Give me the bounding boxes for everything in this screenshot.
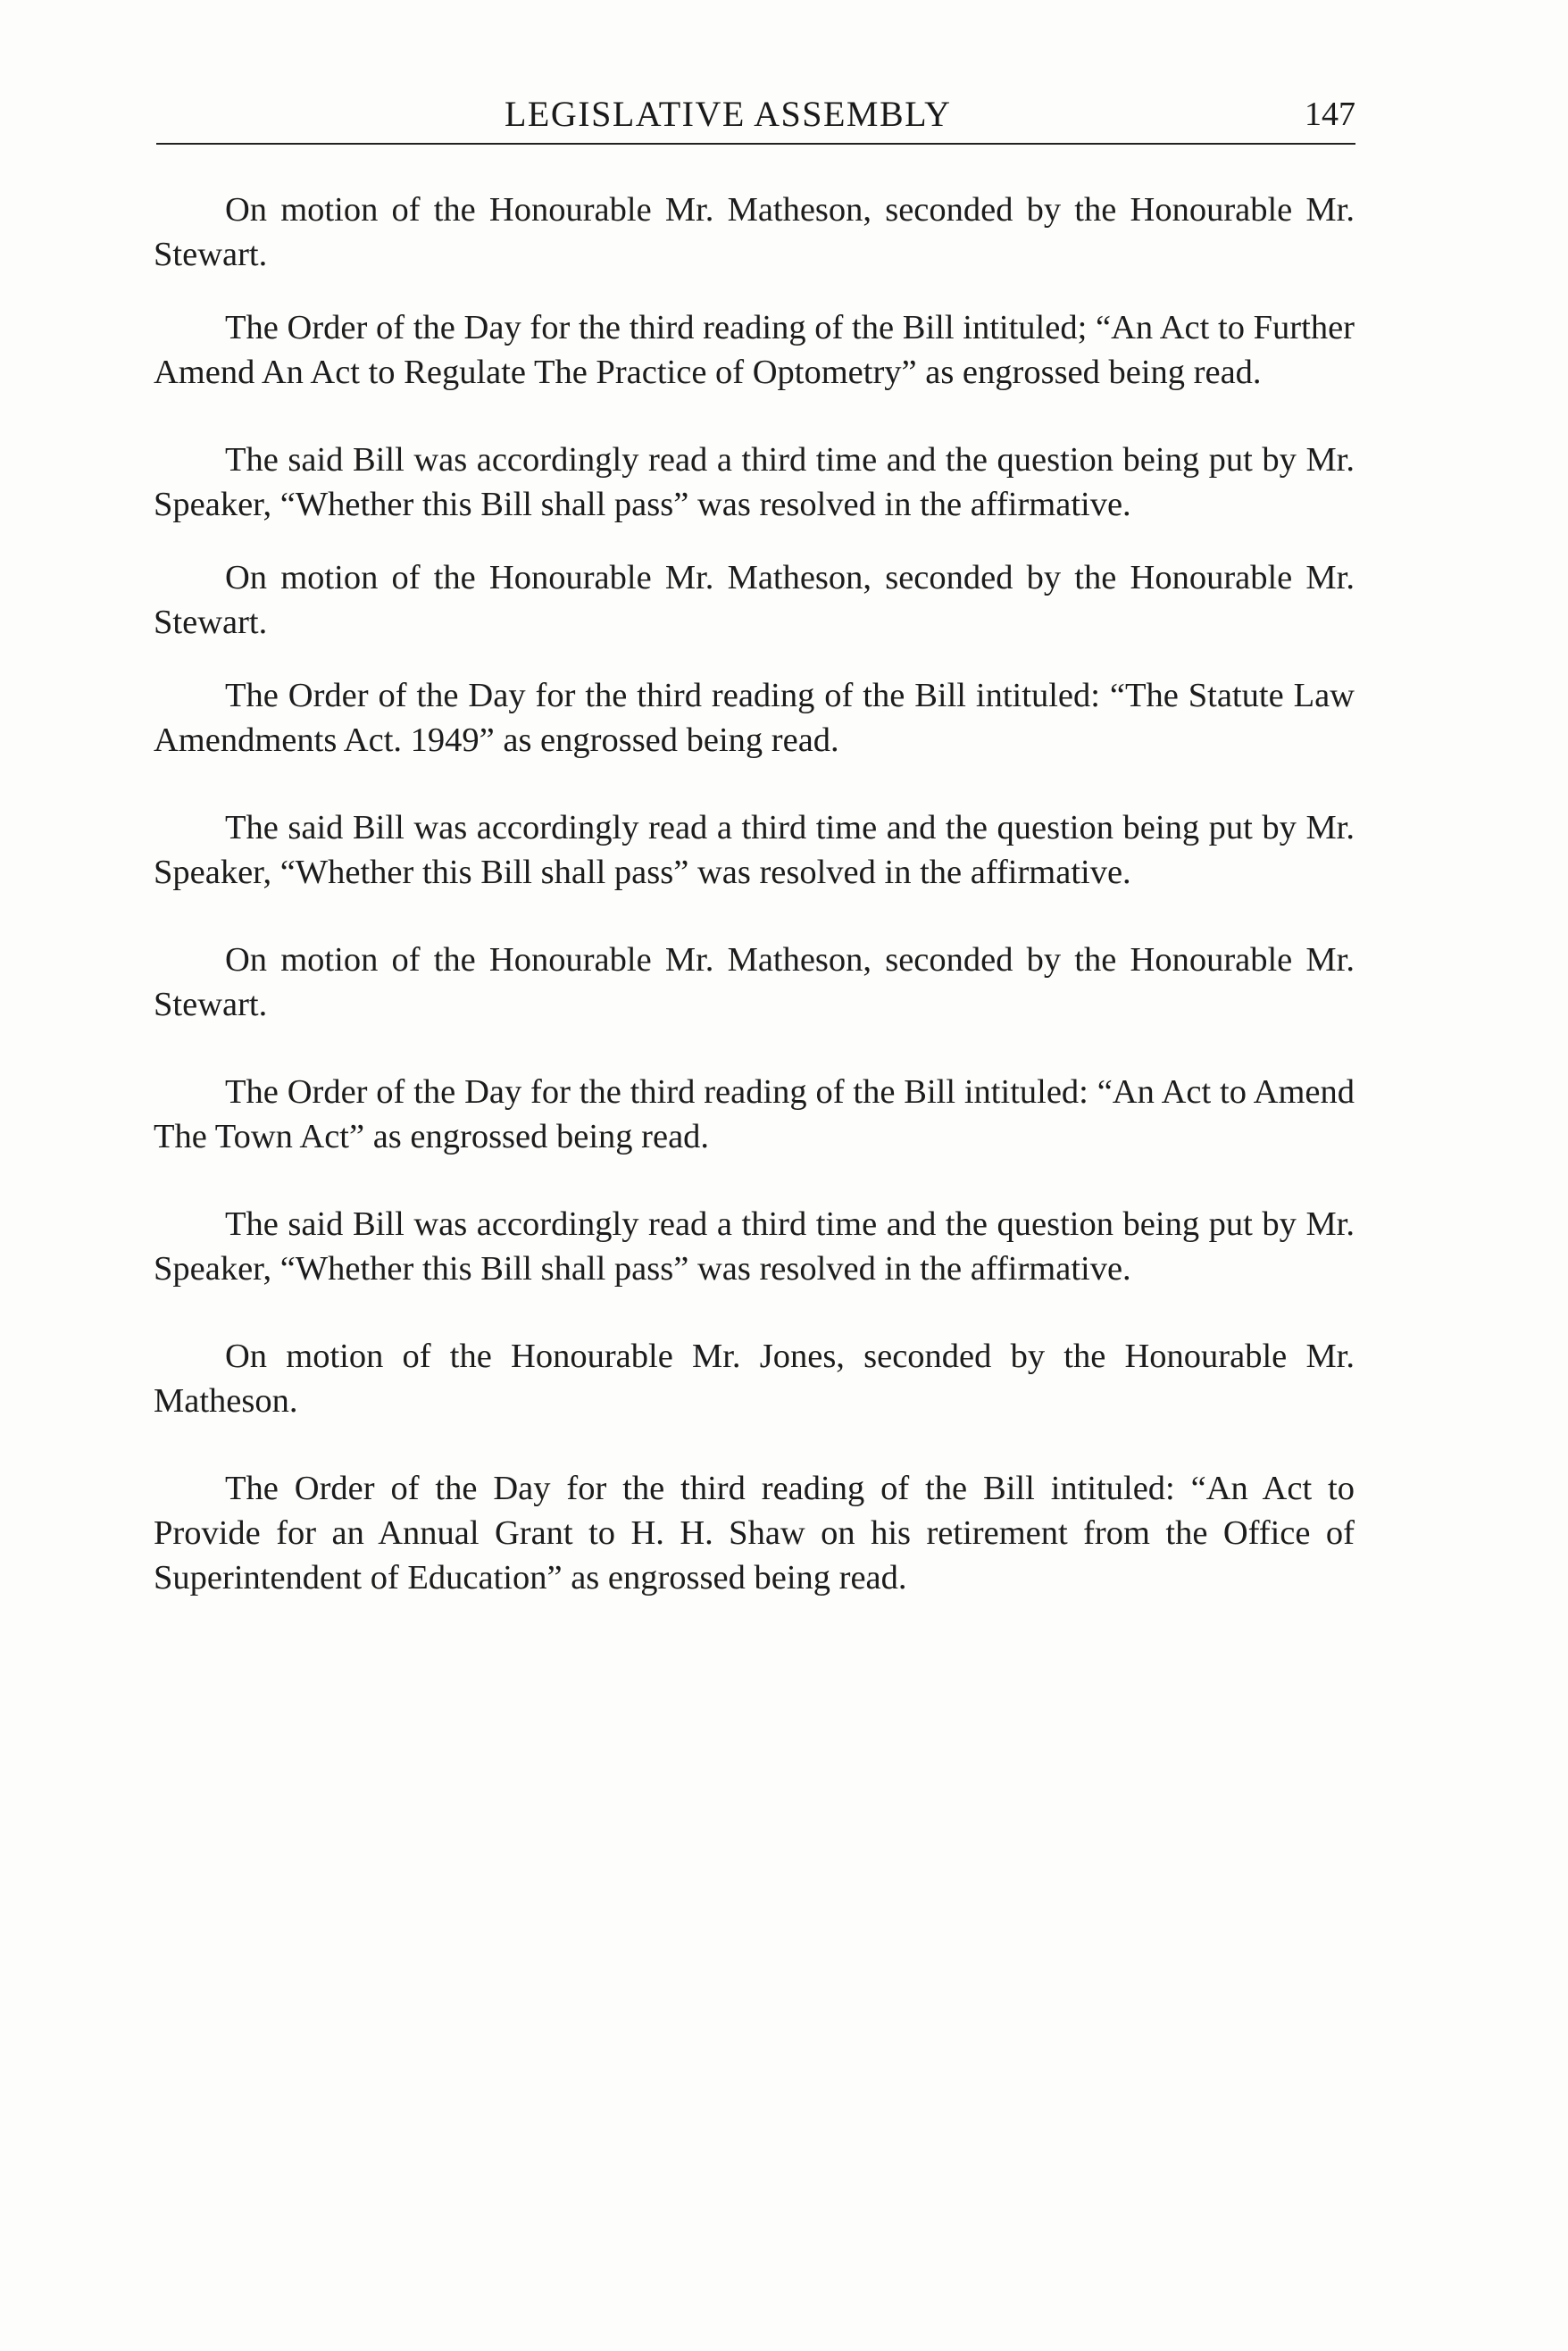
paragraph-order-of-day: The Order of the Day for the third reading of the Bill intituled: “An Act to Amend The Town Act” as engrossed being read. (154, 1073, 1355, 1155)
page-number: 147 (1305, 96, 1355, 133)
running-title: LEGISLATIVE ASSEMBLY (505, 94, 952, 134)
paragraph-motion: On motion of the Honourable Mr. Matheson, seconded by the Honourable Mr. Stewart. (154, 559, 1355, 641)
paragraph-motion: On motion of the Honourable Mr. Matheson, seconded by the Honourable Mr. Stewart. (154, 941, 1355, 1023)
paragraph-resolution: The said Bill was accordingly read a third time and the question being put by Mr. Speaker, “Whether this Bill shall pass” was resolved in the affirmative. (154, 441, 1355, 523)
paragraph-order-of-day: The Order of the Day for the third reading of the Bill intituled: “The Statute Law Amendments Act. 1949” as engrossed being read. (154, 677, 1355, 759)
paragraph-motion: On motion of the Honourable Mr. Matheson, seconded by the Honourable Mr. Stewart. (154, 191, 1355, 273)
paragraph-resolution: The said Bill was accordingly read a third time and the question being put by Mr. Speaker, “Whether this Bill shall pass” was resolved in the affirmative. (154, 809, 1355, 891)
paragraph-motion: On motion of the Honourable Mr. Jones, seconded by the Honourable Mr. Matheson. (154, 1338, 1355, 1420)
body-text (154, 188, 1355, 1643)
paragraph-order-of-day: The Order of the Day for the third reading of the Bill intituled: “An Act to Provide for an Annual Grant to H. H. Shaw on his retirement from the Office of Superintendent of Education” as engrossed being read. (154, 1470, 1355, 1597)
paragraph-order-of-day: The Order of the Day for the third reading of the Bill intituled; “An Act to Further Amend An Act to Regulate The Practice of Optometry” as engrossed being read. (154, 309, 1355, 391)
running-header (156, 89, 1355, 145)
paragraph-resolution: The said Bill was accordingly read a third time and the question being put by Mr. Speaker, “Whether this Bill shall pass” was resolved in the affirmative. (154, 1205, 1355, 1288)
